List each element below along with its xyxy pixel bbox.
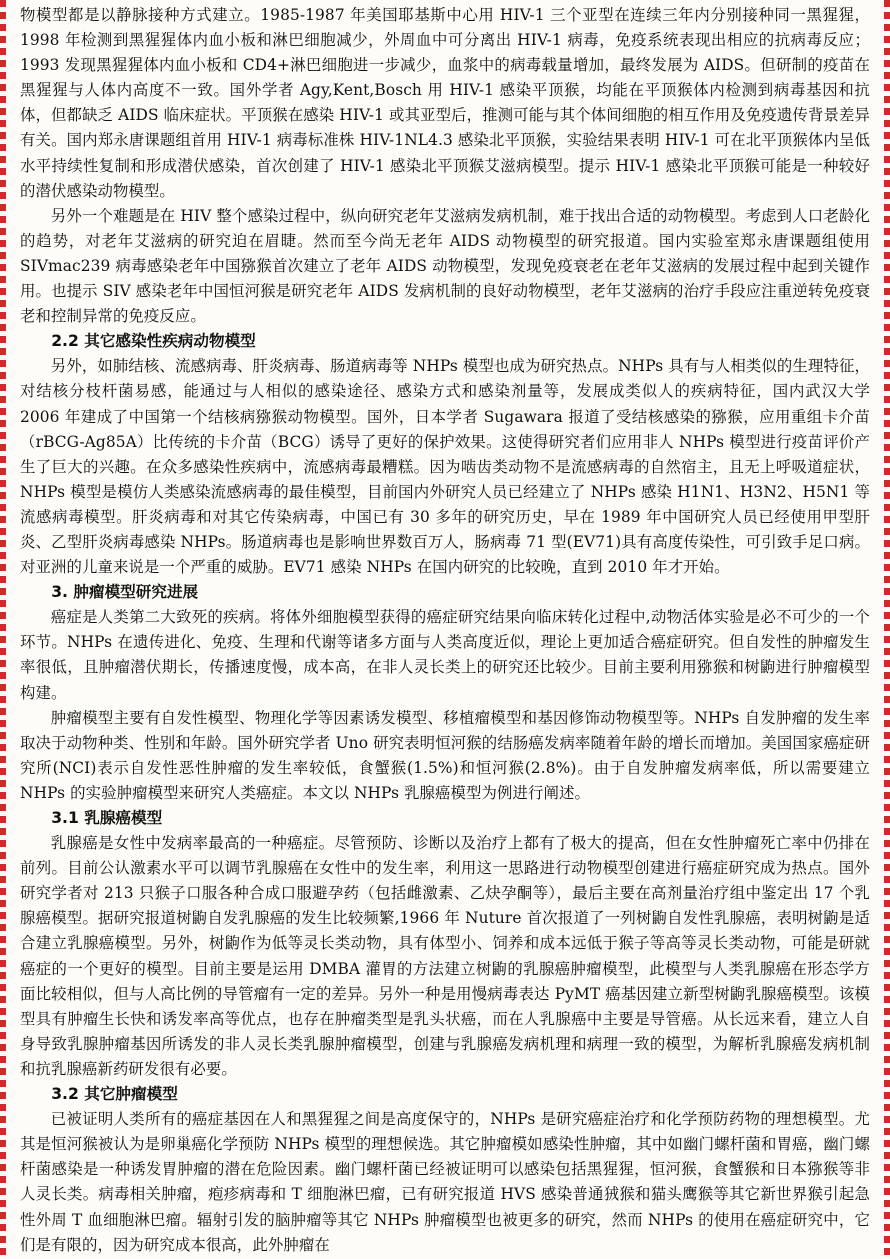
paragraph-tumor-model-types: 肿瘤模型主要有自发性模型、物理化学等因素诱发模型、移植瘤模型和基因修饰动物模型等。NHPs 自发肿瘤的发生率取决于动物种类、性别和年龄。国外研究学者 Uno 研究表明恒河猴的结肠癌发病率随着年龄的增长而增加。美国国家癌症研究所(NCI)表示自发性恶性肿瘤的发生率较低，食蟹猴(1.5%)和恒河猴(2.8%)。由于自发肿瘤发病率低，所以需要建立 NHPs 的实验肿瘤模型来研究人类癌症。本文以 NHPs 乳腺癌模型为例进行阐述。 [20, 708, 870, 802]
paragraph-hiv-primate-models: 物模型都是以静脉接种方式建立。1985-1987 年美国耶基斯中心用 HIV-1 三个亚型在连续三年内分别接种同一黑猩猩，1998 年检测到黑猩猩体内血小板和淋巴细胞减少，外周血中可分离出 HIV-1 病毒，免疫系统表现出相应的抗病毒反应；1993 发现黑猩猩体内血小板和 CD4+淋巴细胞进一步减少，血浆中的病毒载量增加，最终发展为 AIDS。但研制的疫苗在黑猩猩与人体内高度不一致。国外学者 Agy,Kent,Bosch 用 HIV-1 感染平顶猴，均能在平顶猴体内检测到病毒基因和抗体，但都缺乏 AIDS 临床症状。平顶猴在感染 HIV-1 或其亚型后，推测可能与其个体间细胞的相互作用及免疫遗传背景差异有关。国内郑永唐课题组首用 HIV-1 病毒标准株 HIV-1NL4.3 感染北平顶猴，实验结果表明 HIV-1 可在北平顶猴体内呈低水平持续性复制和形成潜伏感染，首次创建了 HIV-1 感染北平顶猴艾滋病模型。提示 HIV-1 感染北平顶猴可能是一种较好的潜伏感染动物模型。 [20, 6, 870, 200]
section-heading-3: 3. 肿瘤模型研究进展 [51, 583, 199, 602]
paragraph-other-tumor-models: 已被证明人类所有的癌症基因在人和黑猩猩之间是高度保守的，NHPs 是研究癌症治疗和化学预防药物的理想模型。尤其是恒河猴被认为是卵巢癌化学预防 NHPs 模型的理想候选。其它肿瘤模如感染性肿瘤，其中如幽门螺杆菌和胃癌，幽门螺杆菌感染是一种诱发胃肿瘤的潜在危险因素。幽门螺杆菌已经被证明可以感染包括黑猩猩，恒河猴，食蟹猴和日本猕猴等非人灵长类。病毒相关肿瘤，疱疹病毒和 T 细胞淋巴瘤，已有研究报道 HVS 感染普通狨猴和猫头鹰猴等其它新世界猴引起急性外周 T 血细胞淋巴瘤。辐射引发的脑肿瘤等其它 NHPs 肿瘤模型也被更多的研究，然而 NHPs 的使用在癌症研究中，它们是有限的，因为研究成本很高，此外肿瘤在 [20, 1110, 870, 1254]
section-heading-3-2: 3.2 其它肿瘤模型 [51, 1085, 178, 1104]
paragraph-infectious-disease-models: 另外，如肺结核、流感病毒、肝炎病毒、肠道病毒等 NHPs 模型也成为研究热点。NHPs 具有与人相类似的生理特征，对结核分枝杆菌易感，能通过与人相似的感染途径、感染方式和感染剂量等，发展成类似人的疾病特征，国内武汉大学 2006 年建成了中国第一个结核病猕猴动物模型。国外，日本学者 Sugawara 报道了受结核感染的猕猴，应用重组卡介苗（rBCG-Ag85A）比传统的卡介苗（BCG）诱导了更好的保护效果。这使得研究者们应用非人 NHPs 模型进行疫苗评价产生了巨大的兴趣。在众多感染性疾病中，流感病毒最糟糕。因为啮齿类动物不是流感病毒的自然宿主，且无上呼吸道症状，NHPs 模型是模仿人类感染流感病毒的最佳模型，目前国内外研究人员已经建立了 NHPs 感染 H1N1、H3N2、H5N1 等流感病毒模型。肝炎病毒和对其它传染病毒，中国已有 30 多年的研究历史，早在 1989 年中国研究人员已经使用甲型肝炎、乙型肝炎病毒感染 NHPs。肠道病毒也是影响世界数百万人，肠病毒 71 型(EV71)具有高度传染性，可引致手足口病。对亚洲的儿童来说是一个严重的威胁。EV71 感染 NHPs 在国内研究的比较晚，直到 2010 年才开始。 [20, 357, 870, 577]
document-page [20, 3, 870, 1259]
paragraph-elderly-aids-models: 另外一个难题是在 HIV 整个感染过程中，纵向研究老年艾滋病发病机制，难于找出合适的动物模型。考虑到人口老龄化的趋势，对老年艾滋病的研究迫在眉睫。然而至今尚无老年 AIDS 动物模型的研究报道。国内实验室郑永唐课题组使用 SIVmac239 病毒感染老年中国猕猴首次建立了老年 AIDS 动物模型，发现免疫衰老在老年艾滋病的发展过程中起到关键作用。也提示 SIV 感染老年中国恒河猴是研究老年 AIDS 发病机制的良好动物模型，老年艾滋病的治疗手段应注重逆转免疫衰老和控制异常的免疫反应。 [20, 206, 870, 326]
page-border-right [884, 0, 890, 1259]
paragraph-cancer-intro: 癌症是人类第二大致死的疾病。将体外细胞模型获得的癌症研究结果向临床转化过程中,动物活体实验是必不可少的一个环节。NHPs 在遗传进化、免疫、生理和代谢等诸多方面与人类高度近似，理论上更加适合癌症研究。但自发性的肿瘤发生率很低，且肿瘤潜伏期长，传播速度慢，成本高，在非人灵长类上的研究还比较少。目前主要利用猕猴和树鼩进行肿瘤模型构建。 [20, 608, 870, 702]
section-heading-2-2: 2.2 其它感染性疾病动物模型 [51, 332, 256, 351]
page-border-left [0, 0, 6, 1259]
section-heading-3-1: 3.1 乳腺癌模型 [51, 809, 163, 827]
paragraph-breast-cancer-model: 乳腺癌是女性中发病率最高的一种癌症。尽管预防、诊断以及治疗上都有了极大的提高，但在女性肿瘤死亡率中仍排在前列。目前公认激素水平可以调节乳腺癌在女性中的发生率，利用这一思路进行动物模型创建进行癌症研究成为热点。国外研究学者对 213 只猴子口服各种合成口服避孕药（包括雌激素、乙炔孕酮等），最后主要在高剂量治疗组中鉴定出 17 个乳腺癌模型。据研究报道树鼩自发乳腺癌的发生比较频繁,1966 年 Nuture 首次报道了一列树鼩自发性乳腺癌，表明树鼩是适合建立乳腺癌模型。另外，树鼩作为低等灵长类动物，具有体型小、饲养和成本远低于猴子等高等灵长类动物，可能是研就癌症的一个更好的模型。目前主要是运用 DMBA 灌胃的方法建立树鼩的乳腺癌肿瘤模型，此模型与人类乳腺癌在形态学方面比较相似，但与人高比例的导管瘤有一定的差异。另外一种是用慢病毒表达 PyMT 癌基因建立新型树鼩乳腺癌模型。该模型具有肿瘤生长快和诱发率高等优点，也存在肿瘤类型是乳头状癌，而在人乳腺癌中主要是导管癌。从长远来看，建立人自身导致乳腺肿瘤基因所诱发的非人灵长类乳腺肿瘤模型，创建与乳腺癌发病机理和病理一致的模型，为解析乳腺癌发病机制和抗乳腺癌新药研发很有必要。 [20, 834, 870, 1078]
